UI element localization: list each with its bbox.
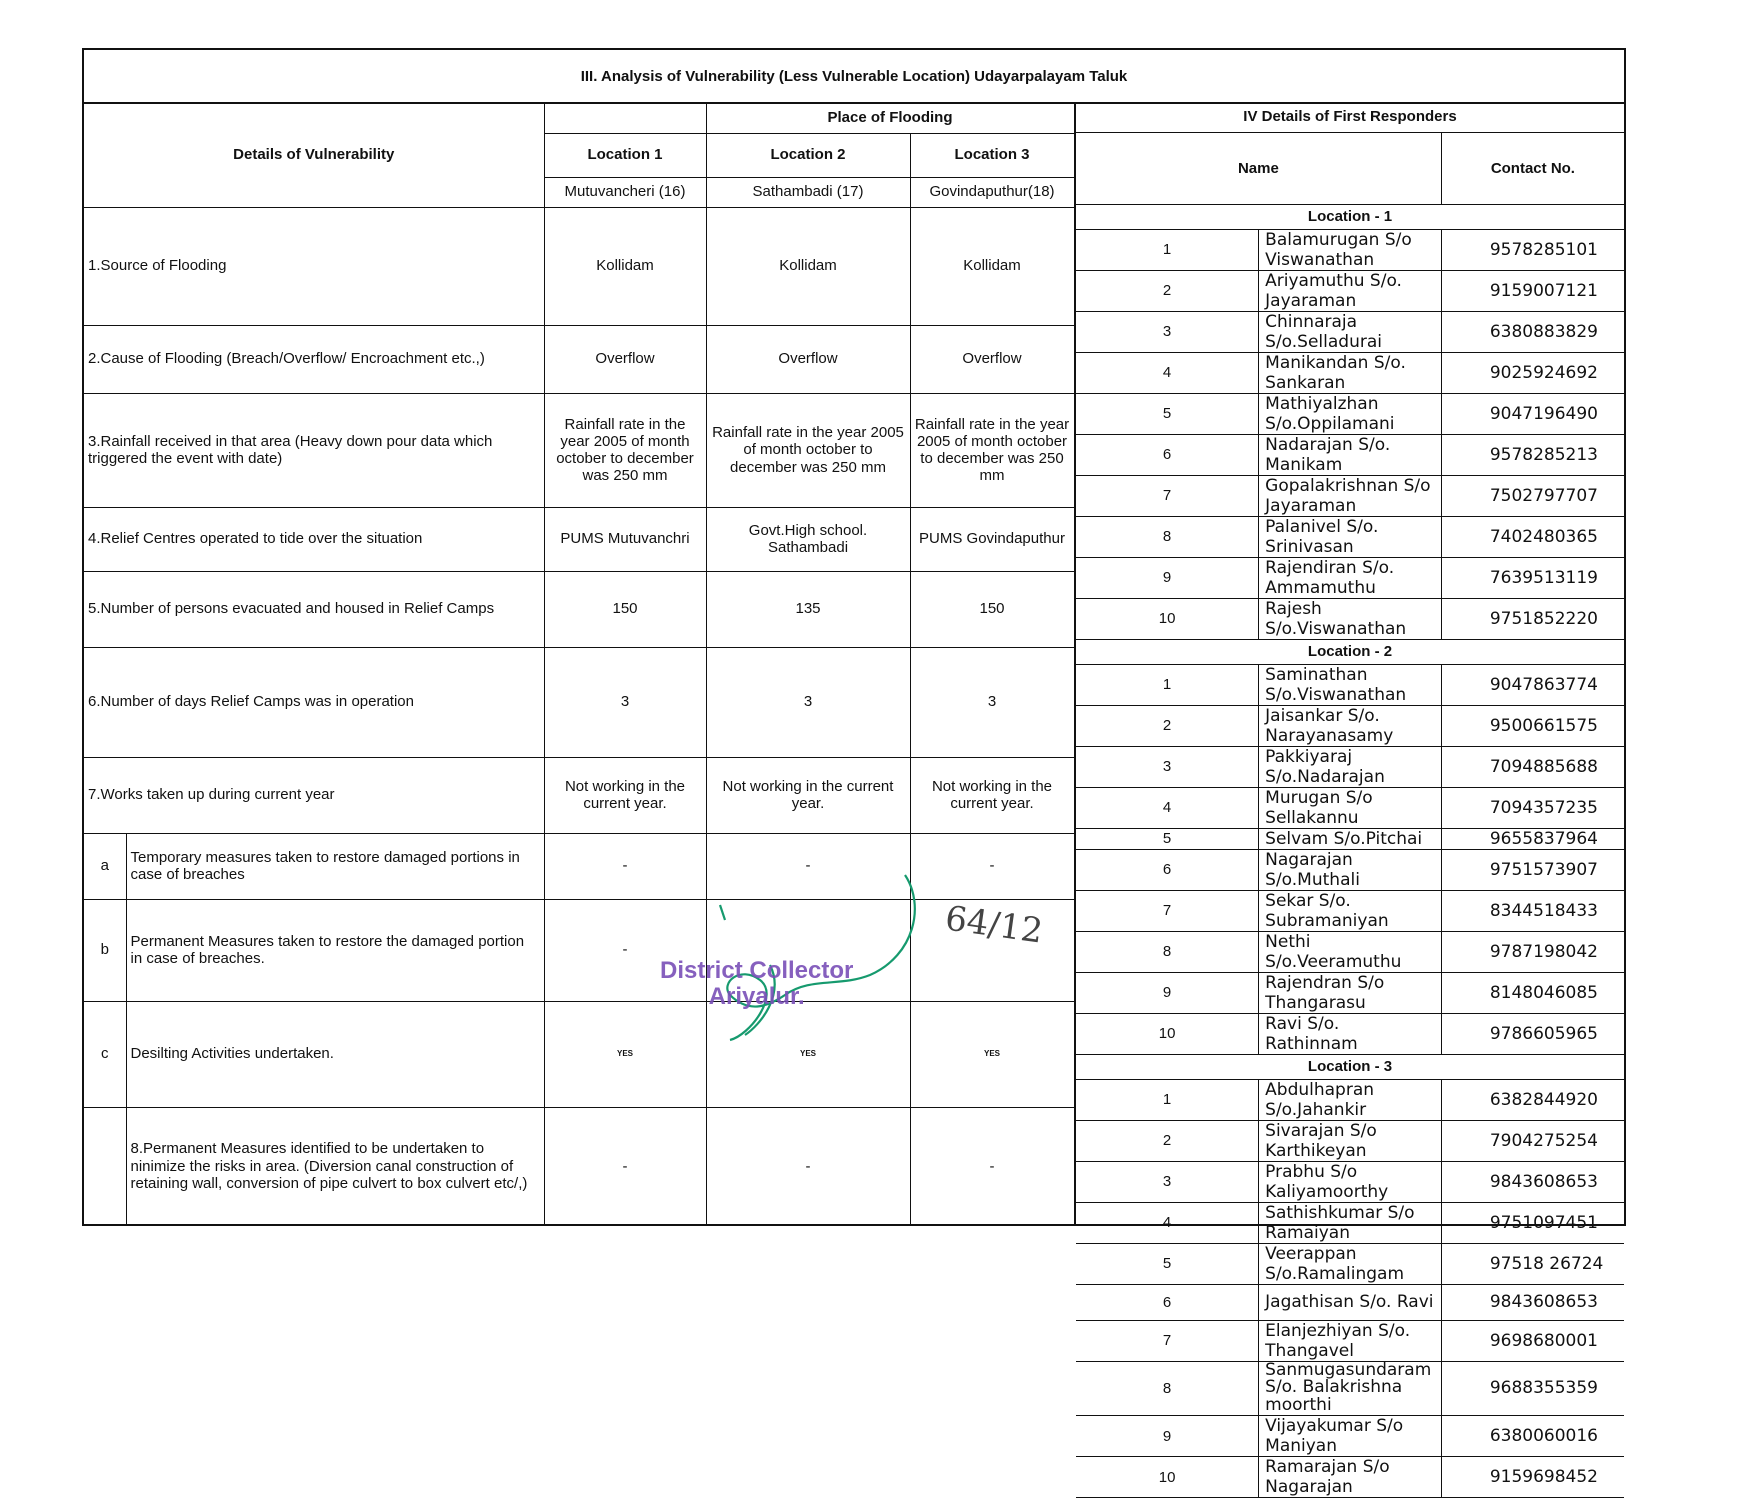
responder-name: Balamurugan S/o Viswanathan — [1259, 229, 1442, 270]
stamp-line-1: District Collector — [660, 957, 854, 984]
row-letter: b — [84, 899, 126, 1001]
responder-phone: 9159007121 — [1441, 270, 1624, 311]
responder-number: 10 — [1076, 1013, 1259, 1054]
responder-name: Sathishkumar S/o Ramaiyan — [1259, 1202, 1442, 1243]
row-label: 1.Source of Flooding — [84, 207, 544, 325]
responder-row — [1076, 1457, 1624, 1498]
responder-number: 6 — [1076, 1284, 1259, 1320]
responder-row — [1076, 516, 1624, 557]
responder-number: 7 — [1076, 1320, 1259, 1361]
responder-number: 5 — [1076, 828, 1259, 849]
responder-row — [1076, 1361, 1624, 1416]
responder-name: Nethi S/o.Veeramuthu — [1259, 931, 1442, 972]
responder-name: Veerappan S/o.Ramalingam — [1259, 1243, 1442, 1284]
table-row — [84, 757, 1074, 833]
row-value: Overflow — [910, 325, 1074, 393]
responder-name: Prabhu S/o Kaliyamoorthy — [1259, 1161, 1442, 1202]
responder-row — [1076, 393, 1624, 434]
row-label: 6.Number of days Relief Camps was in operation — [84, 647, 544, 757]
location-1-name: Mutuvancheri (16) — [544, 177, 706, 207]
responder-row — [1076, 849, 1624, 890]
responder-name: Rajendran S/o Thangarasu — [1259, 972, 1442, 1013]
stamp-line-2: Ariyalur. — [708, 983, 805, 1010]
responder-name: Jagathisan S/o. Ravi — [1259, 1284, 1442, 1320]
responder-row — [1076, 1284, 1624, 1320]
responder-name: Manikandan S/o. Sankaran — [1259, 352, 1442, 393]
row-value: - — [544, 1107, 706, 1226]
responder-name: Nadarajan S/o. Manikam — [1259, 434, 1442, 475]
responder-phone: 7094357235 — [1441, 787, 1624, 828]
row-label: 8.Permanent Measures identified to be undertaken to ninimize the risks in area. (Diversion canal construction of retaining wall, conversion of pipe culvert to box culvert etc/,) — [126, 1107, 544, 1226]
responder-name: Abdulhapran S/o.Jahankir — [1259, 1079, 1442, 1120]
first-responders-section — [1074, 102, 1624, 1498]
responder-name: Sanmugasundaram S/o. Balakrishna moorthi — [1259, 1361, 1442, 1416]
responder-phone: 9786605965 — [1441, 1013, 1624, 1054]
responder-number: 4 — [1076, 787, 1259, 828]
responder-row — [1076, 1079, 1624, 1120]
responder-number: 4 — [1076, 1202, 1259, 1243]
row-label: 4.Relief Centres operated to tide over the situation — [84, 507, 544, 571]
row-value: Not working in the current year. — [544, 757, 706, 833]
responder-name: Rajendiran S/o. Ammamuthu — [1259, 557, 1442, 598]
responder-number: 3 — [1076, 311, 1259, 352]
row-value: Kollidam — [706, 207, 910, 325]
location-1-label: Location 1 — [544, 133, 706, 177]
responder-row — [1076, 1416, 1624, 1457]
responder-row — [1076, 1161, 1624, 1202]
responder-phone: 7904275254 — [1441, 1120, 1624, 1161]
place-of-flooding-header: Place of Flooding — [706, 102, 1074, 133]
row-value: 135 — [706, 571, 910, 647]
responder-name: Ravi S/o. Rathinnam — [1259, 1013, 1442, 1054]
row-label: Desilting Activities undertaken. — [126, 1001, 544, 1107]
responder-name: Vijayakumar S/o Maniyan — [1259, 1416, 1442, 1457]
row-value: Kollidam — [910, 207, 1074, 325]
responder-number: 2 — [1076, 705, 1259, 746]
row-value: PUMS Mutuvanchri — [544, 507, 706, 571]
responder-row — [1076, 1013, 1624, 1054]
row-value: - — [910, 1107, 1074, 1226]
row-value: Not working in the current year. — [910, 757, 1074, 833]
responder-phone: 7502797707 — [1441, 475, 1624, 516]
row-letter-empty — [84, 1107, 126, 1226]
table-row — [84, 647, 1074, 757]
row-value: 150 — [910, 571, 1074, 647]
responder-name: Ramarajan S/o Nagarajan — [1259, 1457, 1442, 1498]
responder-phone: 8344518433 — [1441, 890, 1624, 931]
responder-number: 8 — [1076, 516, 1259, 557]
row-value: Govt.High school. Sathambadi — [706, 507, 910, 571]
responder-phone: 9578285101 — [1441, 229, 1624, 270]
table-row — [84, 571, 1074, 647]
responder-number: 1 — [1076, 664, 1259, 705]
responder-row — [1076, 229, 1624, 270]
row-value: - — [544, 899, 706, 1001]
row-value: YES — [706, 1001, 910, 1107]
row-value: YES — [544, 1001, 706, 1107]
location-group-label: Location - 3 — [1076, 1054, 1624, 1079]
responder-name: Selvam S/o.Pitchai — [1259, 828, 1442, 849]
responder-row — [1076, 598, 1624, 639]
responder-name: Chinnaraja S/o.Selladurai — [1259, 311, 1442, 352]
row-value: 3 — [544, 647, 706, 757]
row-label: 2.Cause of Flooding (Breach/Overflow/ Encroachment etc.,) — [84, 325, 544, 393]
location-2-name: Sathambadi (17) — [706, 177, 910, 207]
location-group-header — [1076, 639, 1624, 664]
responder-row — [1076, 787, 1624, 828]
responder-row — [1076, 664, 1624, 705]
responder-name: Sivarajan S/o Karthikeyan — [1259, 1120, 1442, 1161]
responder-number: 5 — [1076, 393, 1259, 434]
responder-phone: 9698680001 — [1441, 1320, 1624, 1361]
empty-header-cell — [544, 102, 706, 133]
responder-number: 5 — [1076, 1243, 1259, 1284]
row-letter: c — [84, 1001, 126, 1107]
responder-phone: 6380883829 — [1441, 311, 1624, 352]
responder-phone: 7639513119 — [1441, 557, 1624, 598]
handwritten-note: 64/12 — [942, 898, 1046, 952]
row-value: - — [706, 833, 910, 899]
responder-number: 8 — [1076, 1361, 1259, 1416]
responder-row — [1076, 1202, 1624, 1243]
responder-name: Sekar S/o. Subramaniyan — [1259, 890, 1442, 931]
location-group-label: Location - 2 — [1076, 639, 1624, 664]
responder-phone: 9751097451 — [1441, 1202, 1624, 1243]
row-value: Overflow — [706, 325, 910, 393]
responder-phone: 9047863774 — [1441, 664, 1624, 705]
location-group-header — [1076, 1054, 1624, 1079]
responder-number: 10 — [1076, 1457, 1259, 1498]
row-value: - — [910, 833, 1074, 899]
responder-phone: 9655837964 — [1441, 828, 1624, 849]
responder-name: Elanjezhiyan S/o. Thangavel — [1259, 1320, 1442, 1361]
responder-phone: 7402480365 — [1441, 516, 1624, 557]
responder-number: 7 — [1076, 890, 1259, 931]
responder-number: 9 — [1076, 1416, 1259, 1457]
row-value: 3 — [706, 647, 910, 757]
responder-phone: 9751852220 — [1441, 598, 1624, 639]
responder-phone: 9751573907 — [1441, 849, 1624, 890]
row-label: 7.Works taken up during current year — [84, 757, 544, 833]
responder-row — [1076, 475, 1624, 516]
responder-number: 3 — [1076, 1161, 1259, 1202]
row-letter: a — [84, 833, 126, 899]
vulnerability-table-section — [84, 102, 1074, 1226]
responder-phone: 9047196490 — [1441, 393, 1624, 434]
responder-row — [1076, 557, 1624, 598]
location-group-header — [1076, 204, 1624, 229]
row-value: - — [544, 833, 706, 899]
responder-phone: 7094885688 — [1441, 746, 1624, 787]
responder-number: 6 — [1076, 849, 1259, 890]
responder-name: Pakkiyaraj S/o.Nadarajan — [1259, 746, 1442, 787]
table-row — [84, 1107, 1074, 1226]
responder-rows — [1076, 204, 1624, 1498]
table-row — [84, 507, 1074, 571]
responder-number: 9 — [1076, 557, 1259, 598]
responder-number: 3 — [1076, 746, 1259, 787]
responder-number: 6 — [1076, 434, 1259, 475]
responder-number: 10 — [1076, 598, 1259, 639]
row-value: Rainfall rate in the year 2005 of month october to december was 250 mm — [544, 393, 706, 507]
responder-number: 1 — [1076, 229, 1259, 270]
row-label: 3.Rainfall received in that area (Heavy down pour data which triggered the event with date) — [84, 393, 544, 507]
row-label: 5.Number of persons evacuated and housed in Relief Camps — [84, 571, 544, 647]
responder-phone: 9025924692 — [1441, 352, 1624, 393]
contact-header: Contact No. — [1441, 132, 1624, 204]
responder-number: 7 — [1076, 475, 1259, 516]
responder-row — [1076, 828, 1624, 849]
responder-phone: 9578285213 — [1441, 434, 1624, 475]
row-label: Permanent Measures taken to restore the damaged portion in case of breaches. — [126, 899, 544, 1001]
row-label: Temporary measures taken to restore damaged portions in case of breaches — [126, 833, 544, 899]
location-3-label: Location 3 — [910, 133, 1074, 177]
responder-row — [1076, 352, 1624, 393]
responder-row — [1076, 972, 1624, 1013]
responder-phone: 9688355359 — [1441, 1361, 1624, 1416]
responder-phone: 9159698452 — [1441, 1457, 1624, 1498]
responder-name: Ariyamuthu S/o. Jayaraman — [1259, 270, 1442, 311]
row-value: Overflow — [544, 325, 706, 393]
responder-row — [1076, 705, 1624, 746]
responder-row — [1076, 890, 1624, 931]
details-header: Details of Vulnerability — [84, 102, 544, 207]
row-value: Kollidam — [544, 207, 706, 325]
responder-name: Murugan S/o Sellakannu — [1259, 787, 1442, 828]
responder-phone: 9843608653 — [1441, 1161, 1624, 1202]
location-3-name: Govindaputhur(18) — [910, 177, 1074, 207]
responder-name: Mathiyalzhan S/o.Oppilamani — [1259, 393, 1442, 434]
responder-row — [1076, 270, 1624, 311]
table-row — [84, 207, 1074, 325]
responder-phone: 6382844920 — [1441, 1079, 1624, 1120]
responder-number: 9 — [1076, 972, 1259, 1013]
responder-phone: 9500661575 — [1441, 705, 1624, 746]
responder-name: Gopalakrishnan S/o Jayaraman — [1259, 475, 1442, 516]
responder-row — [1076, 311, 1624, 352]
page-title: III. Analysis of Vulnerability (Less Vulnerable Location) Udayarpalayam Taluk — [84, 50, 1624, 104]
row-value: 150 — [544, 571, 706, 647]
responder-row — [1076, 931, 1624, 972]
responder-name: Rajesh S/o.Viswanathan — [1259, 598, 1442, 639]
responder-name: Palanivel S/o. Srinivasan — [1259, 516, 1442, 557]
responder-phone: 6380060016 — [1441, 1416, 1624, 1457]
responder-row — [1076, 1320, 1624, 1361]
table-row — [84, 325, 1074, 393]
responder-number: 4 — [1076, 352, 1259, 393]
row-value: 3 — [910, 647, 1074, 757]
responder-phone: 8148046085 — [1441, 972, 1624, 1013]
responder-name: Saminathan S/o.Viswanathan — [1259, 664, 1442, 705]
responder-phone: 9843608653 — [1441, 1284, 1624, 1320]
name-header: Name — [1076, 132, 1441, 204]
responder-row — [1076, 746, 1624, 787]
row-value: Rainfall rate in the year 2005 of month october to december was 250 mm — [910, 393, 1074, 507]
row-value: Not working in the current year. — [706, 757, 910, 833]
location-2-label: Location 2 — [706, 133, 910, 177]
responder-name: Jaisankar S/o. Narayanasamy — [1259, 705, 1442, 746]
responder-number: 8 — [1076, 931, 1259, 972]
responder-row — [1076, 1243, 1624, 1284]
row-value: - — [706, 1107, 910, 1226]
responder-phone: 97518 26724 — [1441, 1243, 1624, 1284]
first-responders-header: IV Details of First Responders — [1076, 102, 1624, 132]
responder-number: 2 — [1076, 1120, 1259, 1161]
row-value: Rainfall rate in the year 2005 of month october to december was 250 mm — [706, 393, 910, 507]
vulnerability-table — [84, 102, 1075, 1226]
first-responders-table — [1076, 102, 1624, 1498]
table-row — [84, 393, 1074, 507]
responder-row — [1076, 1120, 1624, 1161]
location-group-label: Location - 1 — [1076, 204, 1624, 229]
district-collector-stamp — [660, 958, 853, 1010]
responder-number: 1 — [1076, 1079, 1259, 1120]
responder-name: Nagarajan S/o.Muthali — [1259, 849, 1442, 890]
responder-number: 2 — [1076, 270, 1259, 311]
responder-row — [1076, 434, 1624, 475]
row-value: PUMS Govindaputhur — [910, 507, 1074, 571]
row-value: YES — [910, 1001, 1074, 1107]
responder-phone: 9787198042 — [1441, 931, 1624, 972]
